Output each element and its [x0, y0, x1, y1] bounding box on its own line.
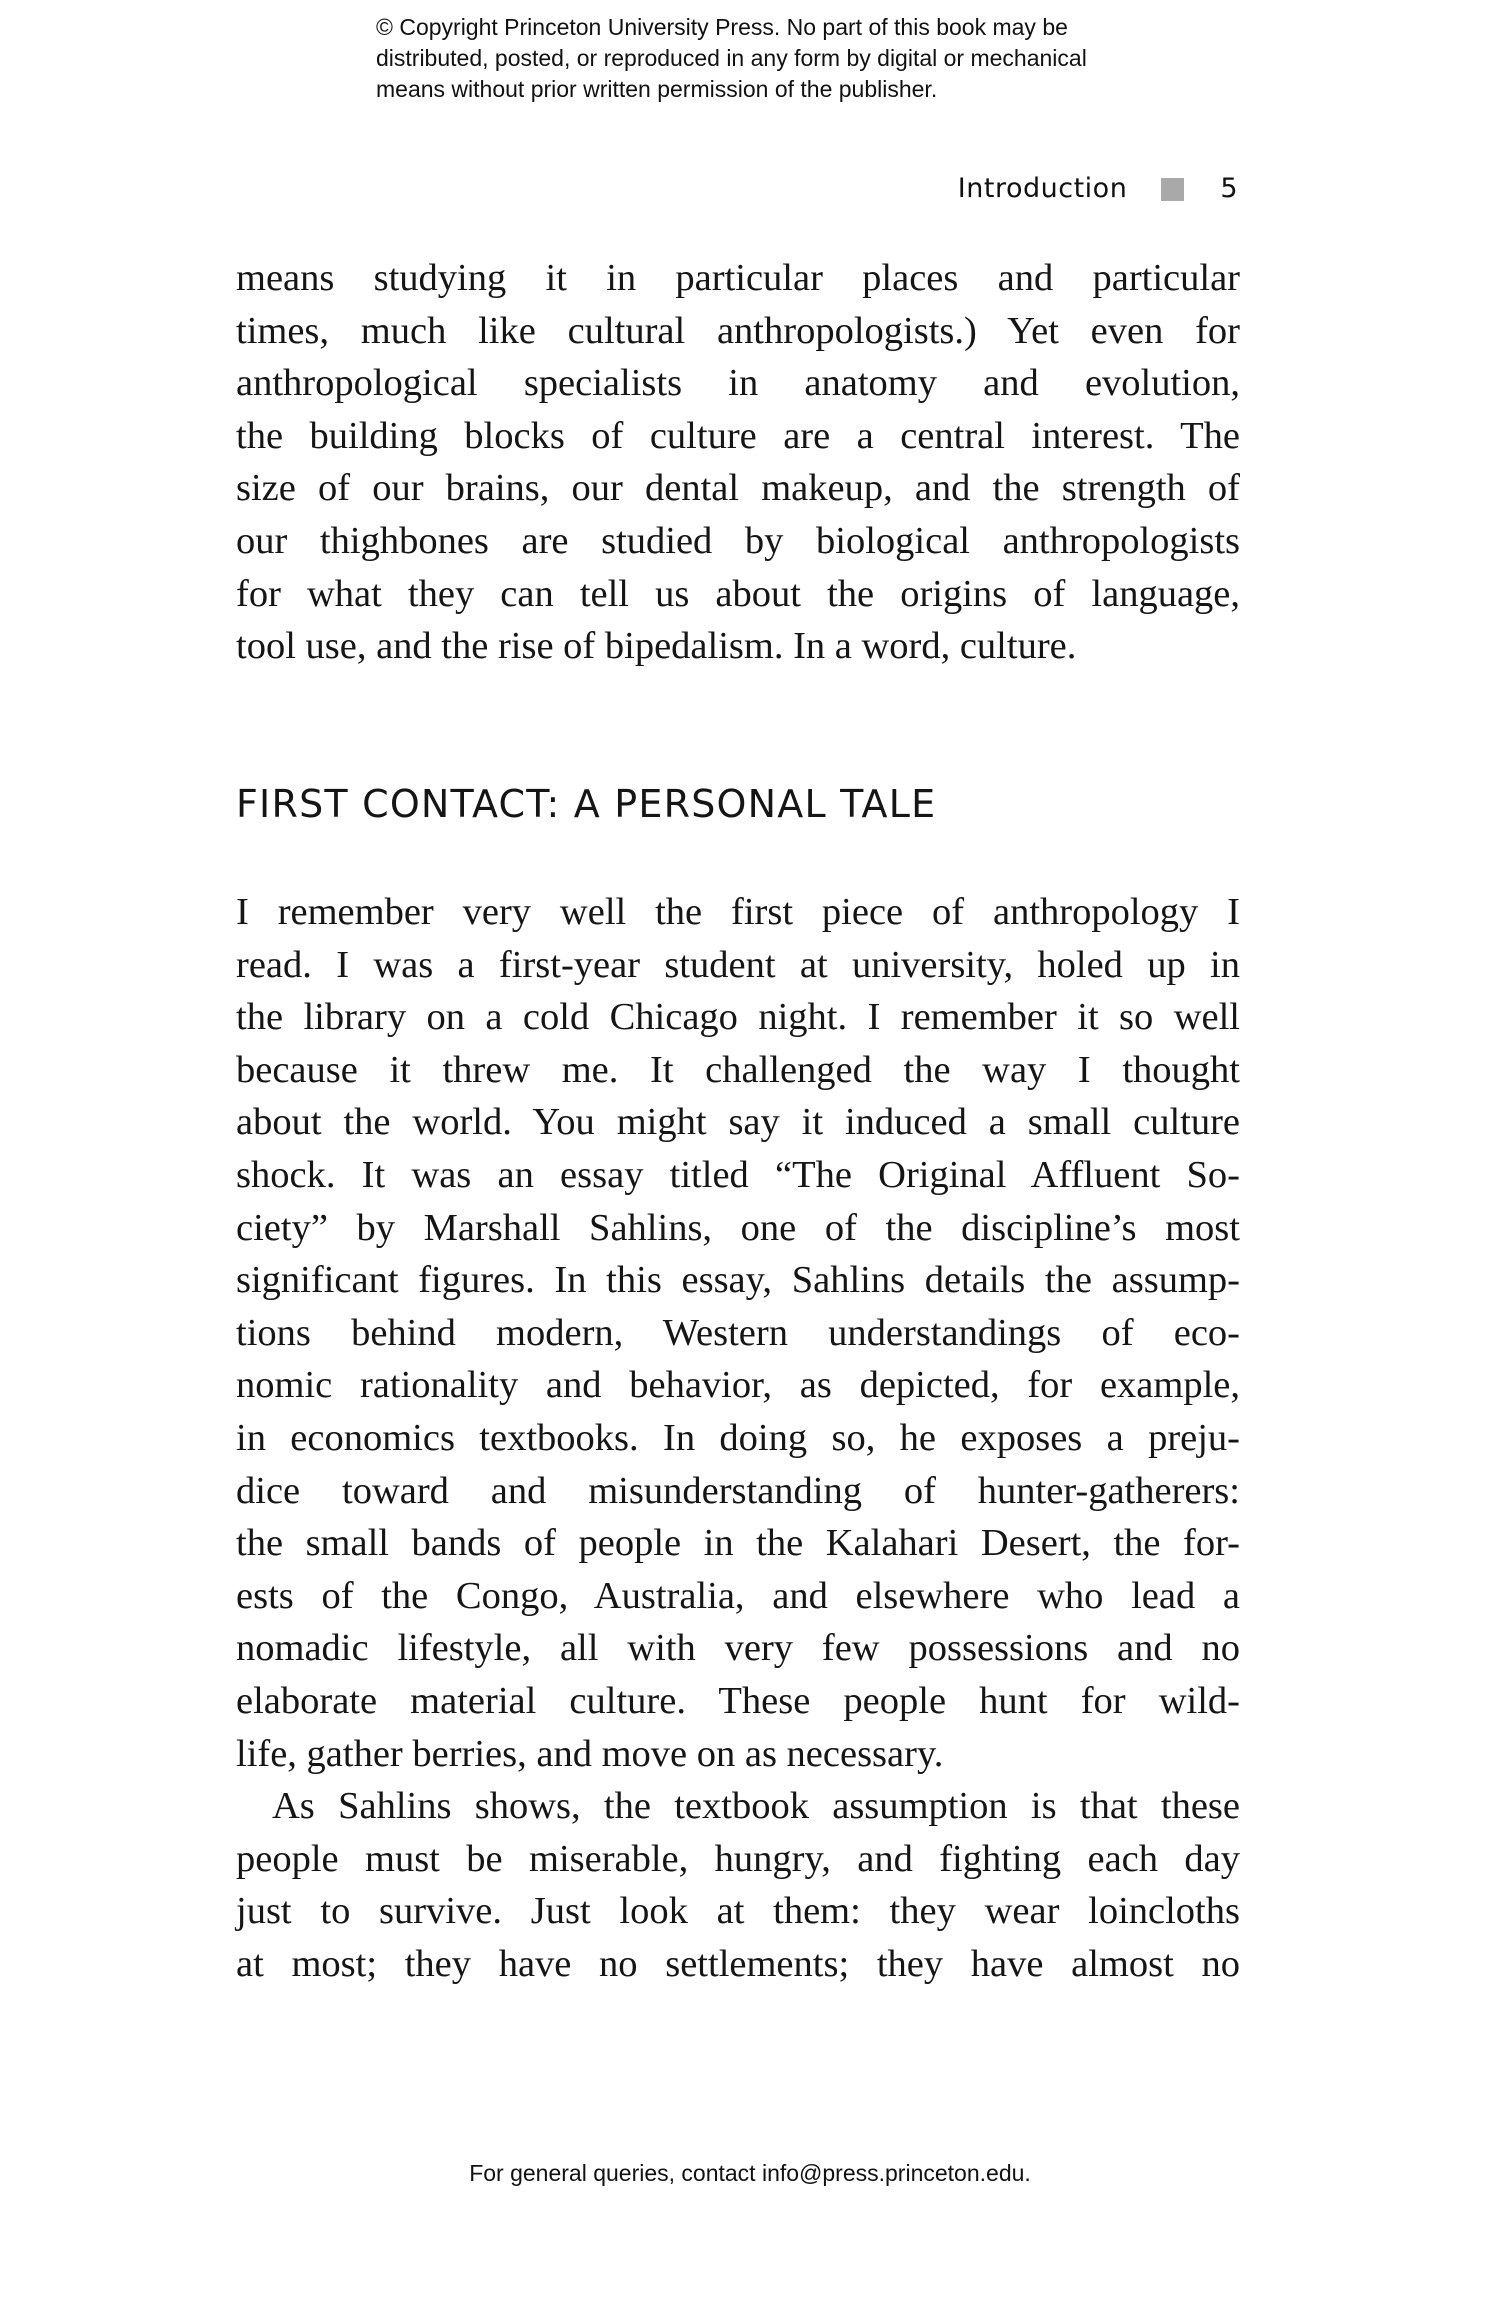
text-line: size of our brains, our dental makeup, and the strength of [236, 467, 1240, 510]
text-line: tions behind modern, Western understandings of eco- [236, 1311, 1240, 1354]
text-line: because it threw me. It challenged the way I thought [236, 1048, 1240, 1091]
text-line: I remember very well the first piece of anthropology I [236, 891, 1240, 933]
text-line: about the world. You might say it induced a small culture [236, 1101, 1240, 1144]
text-line: dice toward and misunderstanding of hunter-gatherers: [236, 1469, 1240, 1512]
text-line: the library on a cold Chicago night. I remember it so well [236, 996, 1240, 1039]
text-line: nomadic lifestyle, all with very few possessions and no [236, 1627, 1240, 1670]
text-line: anthropological specialists in anatomy and evolution, [236, 362, 1240, 405]
text-line: elaborate material culture. These people hunt for wild- [236, 1679, 1240, 1722]
paragraph-2 [236, 886, 1240, 1990]
text-line: times, much like cultural anthropologists.) Yet even for [236, 309, 1240, 352]
copyright-line: means without prior written permission of the publisher. [376, 76, 938, 102]
text-line: means studying it in particular places and particular [236, 257, 1240, 299]
text-line: significant figures. In this essay, Sahlins details the assump- [236, 1259, 1240, 1302]
copyright-notice [376, 12, 1236, 105]
text-line: the small bands of people in the Kalahari Desert, the for- [236, 1522, 1240, 1565]
text-line: read. I was a first-year student at university, holed up in [236, 943, 1240, 986]
text-line: just to survive. Just look at them: they wear loincloths [236, 1890, 1240, 1933]
paragraph-1 [236, 252, 1240, 673]
section-heading: FIRST CONTACT: A PERSONAL TALE [236, 782, 937, 826]
text-line: people must be miserable, hungry, and fighting each day [236, 1837, 1240, 1880]
text-line: our thighbones are studied by biological anthropologists [236, 519, 1240, 562]
text-line: at most; they have no settlements; they have almost no [236, 1942, 1240, 1985]
text-line: As Sahlins shows, the textbook assumption is that these [272, 1785, 1240, 1828]
text-line: tool use, and the rise of bipedalism. In a word, culture. [236, 625, 1077, 668]
text-line: ciety” by Marshall Sahlins, one of the discipline’s most [236, 1206, 1240, 1249]
text-line: the building blocks of culture are a central interest. The [236, 414, 1240, 457]
copyright-line: © Copyright Princeton University Press. No part of this book may be [376, 14, 1068, 40]
running-head [958, 172, 1238, 206]
text-line: shock. It was an essay titled “The Original Affluent So- [236, 1153, 1240, 1196]
text-line: in economics textbooks. In doing so, he exposes a preju- [236, 1416, 1240, 1459]
text-line: ests of the Congo, Australia, and elsewhere who lead a [236, 1574, 1240, 1617]
running-head-section: Introduction [957, 173, 1128, 204]
text-line: nomic rationality and behavior, as depicted, for example, [236, 1364, 1240, 1407]
copyright-line: distributed, posted, or reproduced in any form by digital or mechanical [376, 45, 1087, 71]
separator-square-icon [1161, 178, 1184, 201]
text-line: for what they can tell us about the origins of language, [236, 572, 1240, 615]
text-line: life, gather berries, and move on as necessary. [236, 1732, 944, 1775]
footer-contact: For general queries, contact info@press.princeton.edu. [469, 2160, 1031, 2186]
page-number: 5 [1220, 173, 1238, 204]
